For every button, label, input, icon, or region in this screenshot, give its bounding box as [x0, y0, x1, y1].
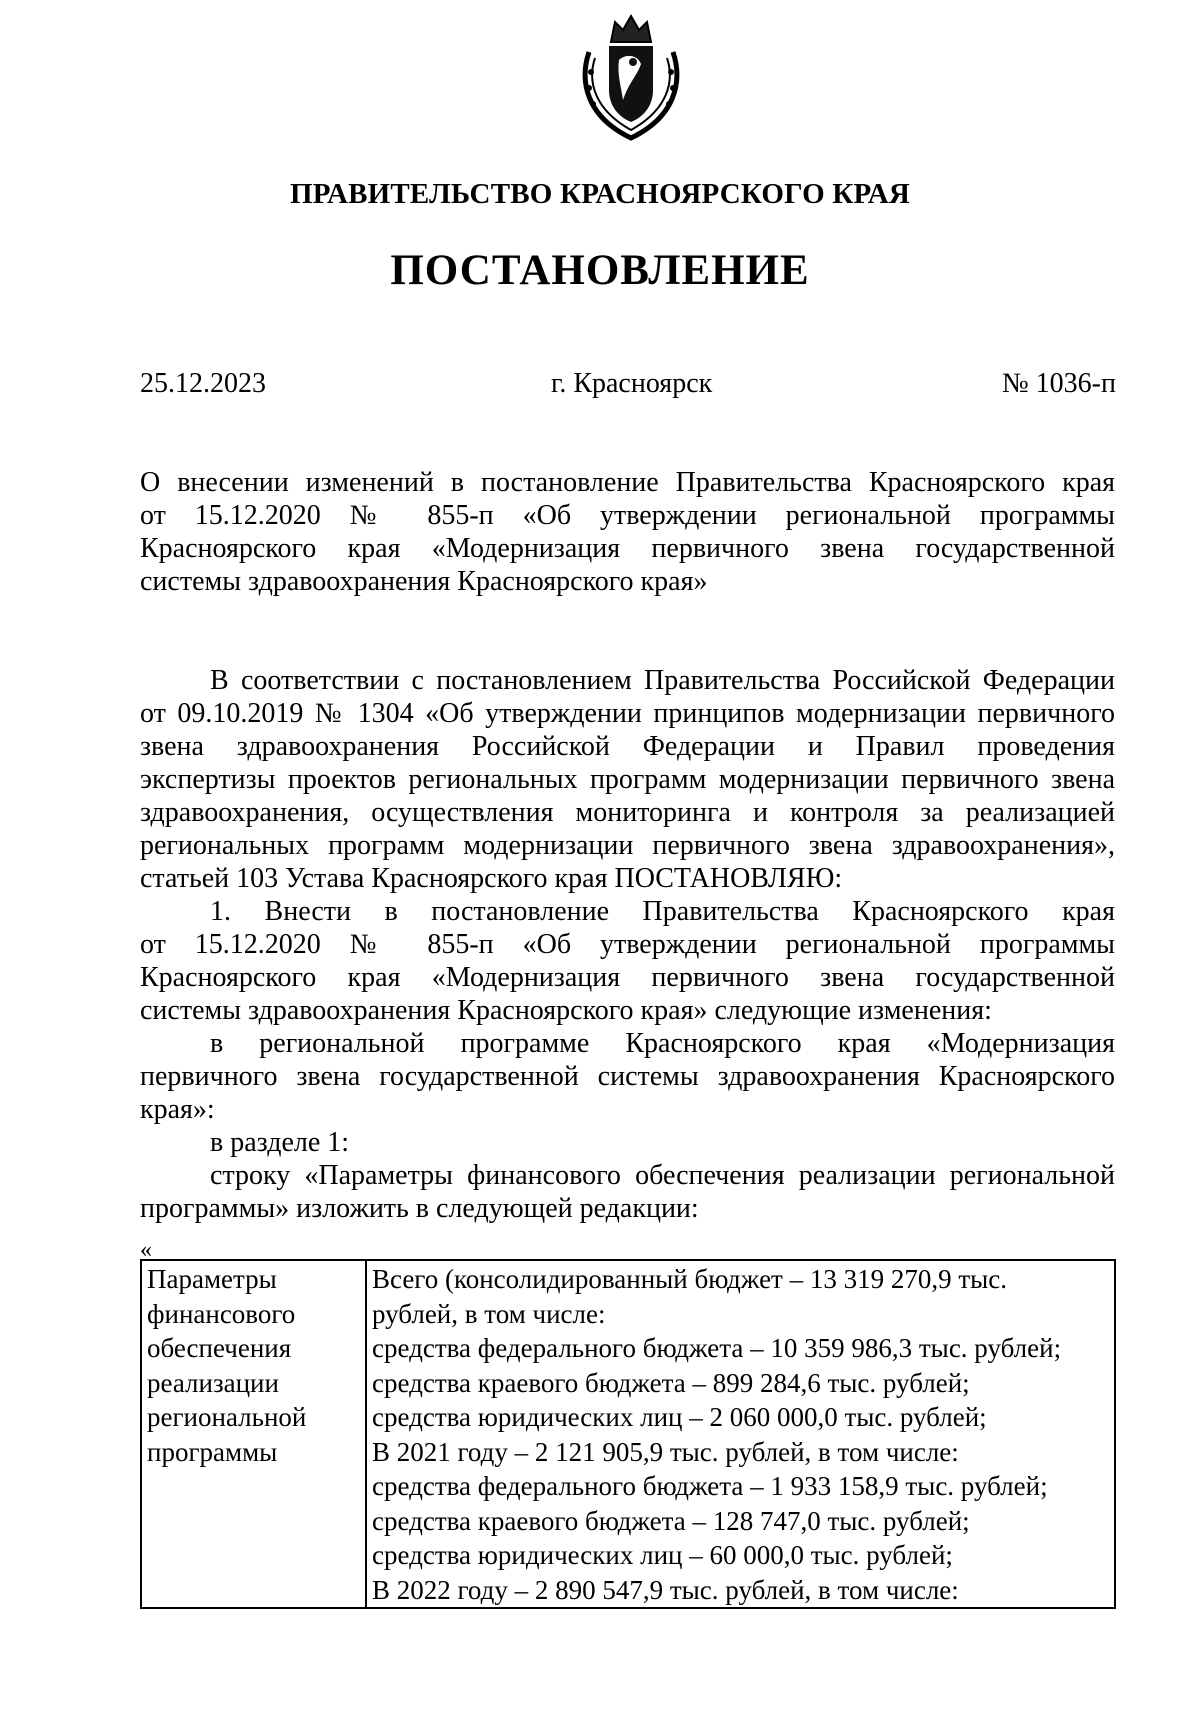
body-line: здравоохранения, осуществления мониторинга и контроля за реализацией: [140, 797, 1115, 828]
body-line: В соответствии с постановлением Правительства Российской Федерации: [210, 665, 1115, 696]
body-line: в разделе 1:: [210, 1127, 350, 1158]
value-line: средства юридических лиц – 60 000,0 тыс. рублей;: [372, 1540, 953, 1570]
body-line: края»:: [140, 1094, 215, 1125]
label-line: региональной: [147, 1402, 307, 1432]
body-paragraph-program: [140, 1027, 1115, 1126]
body-line: строку «Параметры финансового обеспечения реализации региональной: [210, 1160, 1115, 1191]
body-paragraph-item-1: [140, 895, 1115, 1027]
body-line: 1. Внести в постановление Правительства Красноярского края: [210, 896, 1115, 927]
body-line: программы» изложить в следующей редакции:: [140, 1193, 699, 1224]
title-line: от 15.12.2020 № 855-п «Об утверждении региональной программы: [140, 500, 1115, 531]
document-body: [140, 664, 1115, 1225]
body-paragraph-row: [140, 1159, 1115, 1225]
title-line: Красноярского края «Модернизация первичного звена государственной: [140, 533, 1115, 564]
value-line: средства федерального бюджета – 1 933 158,9 тыс. рублей;: [372, 1471, 1048, 1501]
value-line: В 2022 году – 2 890 547,9 тыс. рублей, в том числе:: [372, 1574, 959, 1605]
body-paragraph-section: [140, 1126, 1115, 1159]
table-label-cell: [141, 1260, 366, 1608]
label-line: финансового: [147, 1298, 296, 1329]
title-line: О внесении изменений в постановление Правительства Красноярского края: [140, 467, 1115, 498]
body-line: от 09.10.2019 № 1304 «Об утверждении принципов модернизации первичного: [140, 698, 1115, 729]
document-number: № 1036-п: [1001, 368, 1116, 399]
organization-name: ПРАВИТЕЛЬСТВО КРАСНОЯРСКОГО КРАЯ: [289, 178, 911, 210]
body-line: Красноярского края «Модернизация первичного звена государственной: [140, 962, 1115, 993]
table-row: [141, 1260, 1115, 1608]
body-line: экспертизы проектов региональных программ модернизации первичного звена: [140, 764, 1115, 795]
body-line: системы здравоохранения Красноярского края» следующие изменения:: [140, 995, 992, 1026]
body-line: от 15.12.2020 № 855-п «Об утверждении региональной программы: [140, 929, 1115, 960]
value-line: В 2021 году – 2 121 905,9 тыс. рублей, в том числе:: [372, 1436, 959, 1467]
value-line: средства юридических лиц – 2 060 000,0 тыс. рублей;: [372, 1402, 987, 1432]
body-line: в региональной программе Красноярского края «Модернизация: [210, 1028, 1115, 1059]
title-line: системы здравоохранения Красноярского края»: [140, 566, 708, 597]
label-line: Параметры: [147, 1264, 277, 1294]
body-line: региональных программ модернизации первичного звена здравоохранения»,: [140, 830, 1115, 861]
value-line: Всего (консолидированный бюджет – 13 319 270,9 тыс.: [372, 1264, 1008, 1294]
body-paragraph-preamble: [140, 664, 1115, 895]
document-title: [140, 466, 1115, 598]
coat-of-arms-icon: [577, 12, 685, 142]
value-line: средства краевого бюджета – 128 747,0 тыс. рублей;: [372, 1505, 970, 1536]
body-line: звена здравоохранения Российской Федерации и Правил проведения: [140, 731, 1115, 762]
body-line: первичного звена государственной системы здравоохранения Красноярского: [140, 1061, 1115, 1092]
document-city: г. Красноярск: [551, 368, 713, 399]
label-line: обеспечения: [147, 1333, 292, 1363]
opening-quote: «: [140, 1237, 152, 1263]
document-date: 25.12.2023: [140, 368, 266, 399]
label-line: программы: [147, 1436, 278, 1467]
label-line: реализации: [147, 1367, 279, 1398]
table-value-cell: [366, 1260, 1115, 1608]
financing-parameters-table: [140, 1259, 1116, 1609]
value-line: средства федерального бюджета – 10 359 986,3 тыс. рублей;: [372, 1333, 1062, 1363]
body-line: статьей 103 Устава Красноярского края ПОСТАНОВЛЯЮ:: [140, 863, 843, 894]
value-line: средства краевого бюджета – 899 284,6 тыс. рублей;: [372, 1367, 970, 1398]
document-type: ПОСТАНОВЛЕНИЕ: [390, 247, 810, 294]
value-line: рублей, в том числе:: [372, 1298, 606, 1329]
